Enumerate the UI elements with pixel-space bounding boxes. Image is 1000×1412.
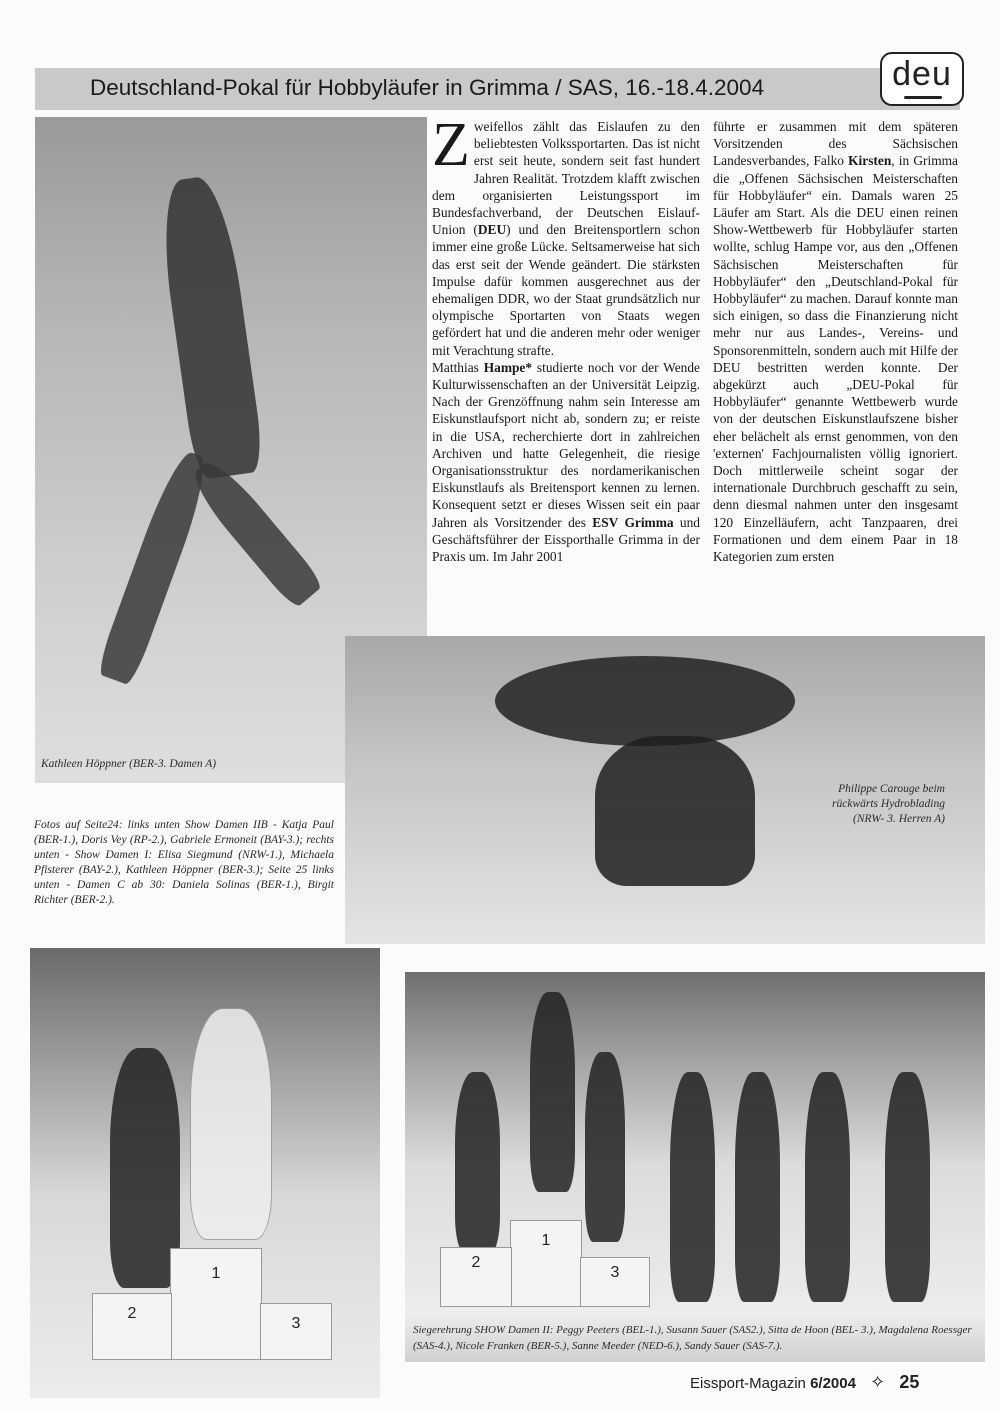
skate-blade-icon (904, 96, 942, 99)
bold-text: Kirsten (848, 153, 892, 169)
drop-cap: Z (432, 111, 470, 179)
bold-text: DEU (477, 222, 507, 238)
text: ) und den Breitensportlern schon immer eine große Lücke. Seltsamerweise hat sich das erst seit der Wende geändert. Die stärksten Impulse dafür kommen ausgerechnet aus der ehemaligen DDR, wo der Staat grundsätzlich nur olympische Sportarten von Staats wegen gefördert hat und die anderen mehr oder weniger mit Verachtung strafte. (432, 222, 700, 358)
photos-note-caption: Fotos auf Seite24: links unten Show Damen IIB - Katja Paul (BER-1.), Doris Vey (RP-2.), Gabriele Ermoneit (BAY-3.); rechts unten - Show Damen I: Elisa Siegmund (NRW-1.), Michaela Pfisterer (BAY-2.), Kathleen Höppner (BER-3.); Seite 25 links unten - Damen C ab 30: Daniela Solinas (BER-1.), Birgit Richter (BER-2.). (34, 819, 334, 906)
photo4-caption: Siegerehrung SHOW Damen II: Peggy Peeters (BEL-1.), Susann Sauer (SAS2.), Sitta de Hoon (BEL- 3.), Magdalena Roessger (SAS-4.), Nicole Franken (BER-5.), Sanne Meeder (NED-6.), Sandy Sauer (SAS-7.). (413, 1324, 972, 1352)
podium-third: 3 (580, 1257, 650, 1307)
podium-first: 1 (510, 1220, 582, 1307)
bold-text: Hampe* (483, 359, 533, 375)
article-column-2 (713, 118, 958, 565)
photo1-caption: Kathleen Höppner (BER-3. Damen A) (41, 758, 217, 770)
page-footer (690, 1372, 919, 1393)
article-column-1 (432, 111, 700, 565)
bird-logo-icon: ✧ (870, 1372, 886, 1392)
page-number: 25 (899, 1372, 920, 1392)
podium-second: 2 (440, 1247, 512, 1307)
podium-third: 3 (260, 1303, 332, 1360)
logo-text: deu (892, 55, 952, 93)
deu-logo (880, 52, 964, 106)
photo2-caption: Philippe Carouge beim rückwärts Hydroblading (NRW- 3. Herren A) (832, 783, 945, 825)
text: , in Grimma die „Offenen Sächsischen Meisterschaften für Hobbyläufer“ ein. Damals waren 25 Läufer am Start. Als die DEU einen reinen Show-Wettbewerb für Hobbyläufer starten wollte, schlug Hampe vor, aus den „Offenen Sächsischen Meisterschaften für Hobbyläufer“ den „Deutschland-Pokal für Hobbyläufer“ zu machen. Darauf konnte man sich einigen, so dass die Finanzierung nicht mehr nur aus Landes-, Vereins- und Sponsorenmitteln, sondern auch mit Hilfe der DEU bestritten werden konnte. Der abgekürzt auch „DEU-Pokal für Hobbyläufer“ genannte Wettbewerb wurde von der deutschen Eiskunstlaufszene bisher eher belächelt als ernst genommen, von den 'externen' Fachjournalisten völlig ignoriert. Doch mittlerweile scheint sogar der internationale Durchbruch geschafft zu sein, denn diesmal nahmen unter den insgesamt 120 Einzelläufern, acht Tanzpaaren, drei Formationen und dem einem Paar in 18 Kategorien zum ersten (713, 153, 958, 565)
bold-text: ESV Grimma (592, 514, 674, 530)
header-bar (35, 68, 960, 110)
text: Matthias (432, 359, 484, 375)
magazine-name: Eissport-Magazin (690, 1375, 806, 1392)
issue-number: 6/2004 (810, 1375, 856, 1392)
podium-first: 1 (170, 1248, 262, 1360)
photo-podium-show-damen-ii (405, 972, 985, 1362)
podium-second: 2 (92, 1293, 172, 1360)
photo-skater-philippe (345, 636, 985, 944)
text: studierte noch vor der Wende Kulturwissenschaften an der Universität Leipzig. Nach der Grenzöffnung nahm sein Interesse am Eiskunstlaufsport nicht ab, sondern zu; er reiste in die USA, recherchierte dort in zahlreichen Archiven und hatte Gelegenheit, die riesige Organisationsstruktur des nordamerikanischen Eiskunstlaufs als Breitensport kennen zu lernen. Konsequent setzt er dieses Wissen seit ein paar Jahren als Vorsitzender des (432, 359, 700, 530)
page-title: Deutschland-Pokal für Hobbyläufer in Grimma / SAS, 16.-18.4.2004 (90, 75, 765, 100)
text: führte er zusammen mit dem späteren Vorsitzenden des Sächsischen Landesverbandes, Falko (713, 119, 958, 169)
text: und Geschäftsführer der Eissporthalle Grimma in der Praxis um. Im Jahr 2001 (432, 514, 700, 565)
photo-podium-damen-c (30, 948, 380, 1398)
text: weifellos zählt das Eislaufen zu den beliebtesten Volkssportarten. Das ist nicht erst seit heute, sondern seit fast hundert Jahren Realität. Trotzdem klafft zwischen dem organisierten Leistungssport im Bundesfachverband, der Deutschen Eislauf-Union ( (432, 119, 700, 238)
